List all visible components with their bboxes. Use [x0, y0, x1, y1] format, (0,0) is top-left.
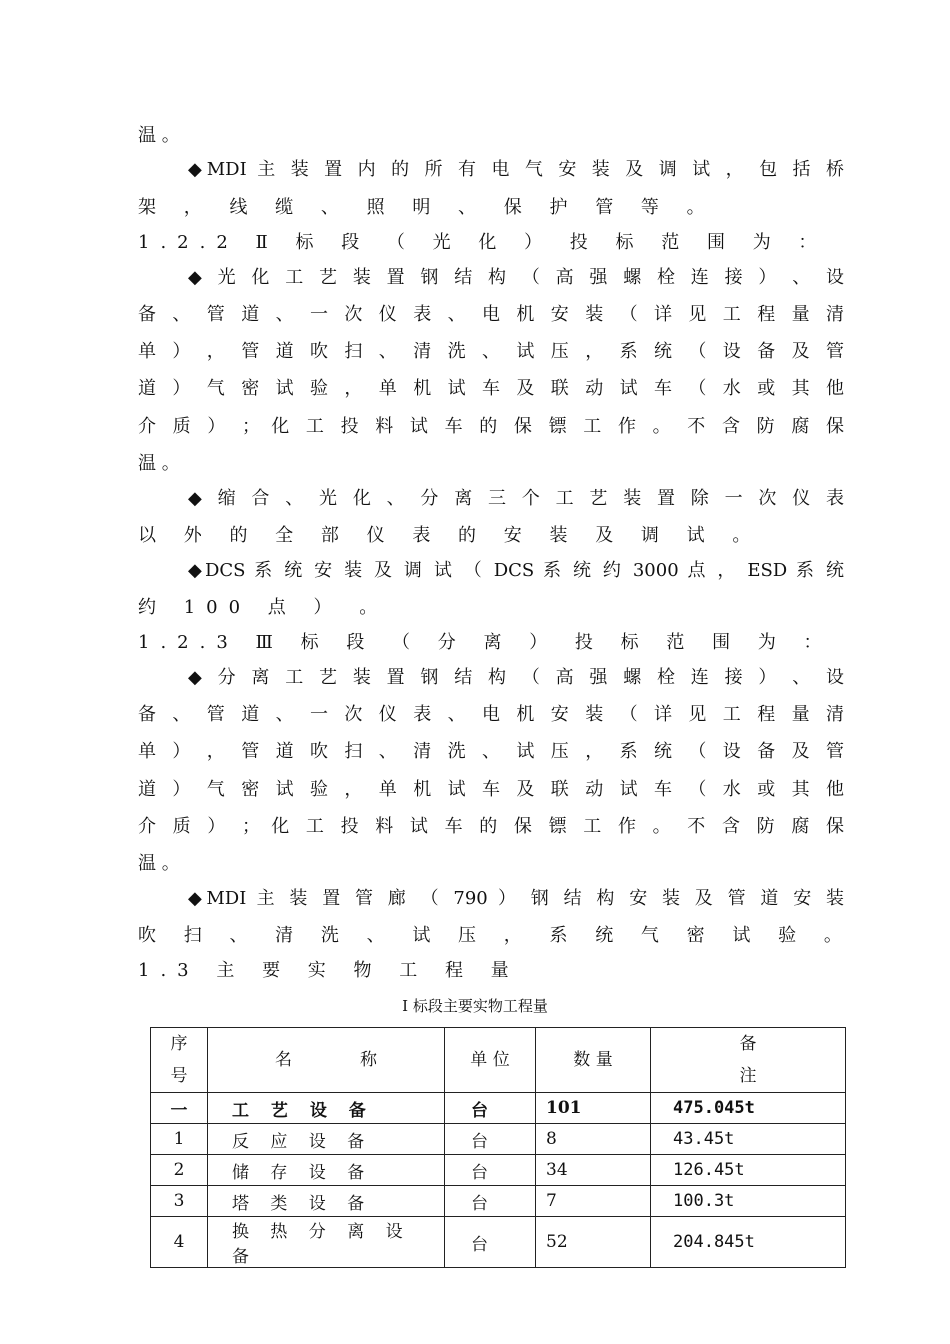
- quantity-table: [150, 1027, 846, 1268]
- cell-qty: 7: [536, 1186, 651, 1217]
- cell-note: 475.045t: [651, 1093, 846, 1124]
- table-row: [151, 1186, 846, 1217]
- text-line: ◆ 分 离 工 艺 装 置 钢 结 构 （ 高 强 螺 栓 连 接 ） 、 设: [188, 667, 844, 688]
- text-line: 吹 扫 、 清 洗 、 试 压 ， 系 统 气 密 试 验 。: [138, 925, 853, 946]
- cell-seq: 一: [151, 1093, 208, 1124]
- table-row: [151, 1217, 846, 1268]
- text-line: 温 。: [138, 125, 180, 146]
- text-line: ◆MDI 主 装 置 管 廊 （ 790 ） 钢 结 构 安 装 及 管 道 安 装: [188, 888, 844, 909]
- text-line: ◆ 缩 合 、 光 化 、 分 离 三 个 工 艺 装 置 除 一 次 仪 表: [188, 488, 844, 509]
- header-seq: [151, 1028, 208, 1093]
- header-note-top: 备: [739, 1034, 757, 1054]
- text-line: 架 ， 线 缆 、 照 明 、 保 护 管 等 。: [138, 197, 716, 218]
- cell-qty: 8: [536, 1124, 651, 1155]
- header-qty: 数 量: [536, 1028, 651, 1093]
- text-line: 道 ） 气 密 试 验 ， 单 机 试 车 及 联 动 试 车 （ 水 或 其 他: [138, 378, 844, 399]
- text-line: 单 ） ， 管 道 吹 扫 、 清 洗 、 试 压 ， 系 统 （ 设 备 及 管: [138, 341, 844, 362]
- header-note: [651, 1028, 846, 1093]
- table-row: [151, 1093, 846, 1124]
- cell-note: 126.45t: [651, 1155, 846, 1186]
- cell-unit: 台: [445, 1124, 536, 1155]
- text-line: 介 质 ） ； 化 工 投 料 试 车 的 保 镖 工 作 。 不 含 防 腐 保: [138, 416, 844, 437]
- header-seq-bottom: 号: [170, 1066, 188, 1086]
- text-line: 以 外 的 全 部 仪 表 的 安 装 及 调 试 。: [138, 525, 762, 546]
- section-heading: 1.3 主 要 实 物 工 程 量: [138, 960, 520, 981]
- cell-note: 100.3t: [651, 1186, 846, 1217]
- text-line: 备 、 管 道 、 一 次 仪 表 、 电 机 安 装 （ 详 见 工 程 量 清: [138, 704, 844, 725]
- header-note-bottom: 注: [739, 1066, 757, 1086]
- text-line: ◆DCS 系 统 安 装 及 调 试 （ DCS 系 统 约 3000 点 ， ESD 系 统: [188, 560, 844, 581]
- text-line: ◆MDI 主 装 置 内 的 所 有 电 气 安 装 及 调 试 ， 包 括 桥: [188, 159, 844, 180]
- cell-name: 反 应 设 备: [208, 1124, 445, 1155]
- text-line: 介 质 ） ； 化 工 投 料 试 车 的 保 镖 工 作 。 不 含 防 腐 保: [138, 816, 844, 837]
- cell-qty: 34: [536, 1155, 651, 1186]
- text-line: 约 100 点 ） 。: [138, 597, 389, 618]
- table-header-row: [151, 1028, 846, 1093]
- table-row: [151, 1155, 846, 1186]
- section-heading: 1.2.3 Ⅲ 标 段 （ 分 离 ） 投 标 范 围 为 ：: [138, 632, 833, 653]
- cell-qty: 52: [536, 1217, 651, 1268]
- text-line: 温 。: [138, 453, 180, 474]
- text-line: 单 ） ， 管 道 吹 扫 、 清 洗 、 试 压 ， 系 统 （ 设 备 及 管: [138, 741, 844, 762]
- header-seq-top: 序: [170, 1034, 188, 1054]
- cell-name: 工 艺 设 备: [208, 1093, 445, 1124]
- cell-seq: 3: [151, 1186, 208, 1217]
- cell-seq: 2: [151, 1155, 208, 1186]
- cell-qty: 101: [536, 1093, 651, 1124]
- header-unit: 单 位: [445, 1028, 536, 1093]
- header-name: 名 称: [208, 1028, 445, 1093]
- table-caption: Ⅰ 标段主要实物工程量: [402, 997, 548, 1015]
- cell-name: 塔 类 设 备: [208, 1186, 445, 1217]
- cell-unit: 台: [445, 1186, 536, 1217]
- cell-note: 204.845t: [651, 1217, 846, 1268]
- section-heading: 1.2.2 Ⅱ 标 段 （ 光 化 ） 投 标 范 围 为 ：: [138, 232, 828, 253]
- cell-seq: 4: [151, 1217, 208, 1268]
- cell-seq: 1: [151, 1124, 208, 1155]
- cell-name: 换 热 分 离 设 备: [208, 1217, 445, 1268]
- cell-note: 43.45t: [651, 1124, 846, 1155]
- text-line: ◆ 光 化 工 艺 装 置 钢 结 构 （ 高 强 螺 栓 连 接 ） 、 设: [188, 267, 844, 288]
- text-line: 温 。: [138, 853, 180, 874]
- text-line: 备 、 管 道 、 一 次 仪 表 、 电 机 安 装 （ 详 见 工 程 量 清: [138, 304, 844, 325]
- cell-name: 储 存 设 备: [208, 1155, 445, 1186]
- cell-unit: 台: [445, 1155, 536, 1186]
- cell-unit: 台: [445, 1093, 536, 1124]
- text-line: 道 ） 气 密 试 验 ， 单 机 试 车 及 联 动 试 车 （ 水 或 其 他: [138, 779, 844, 800]
- table-row: [151, 1124, 846, 1155]
- cell-unit: 台: [445, 1217, 536, 1268]
